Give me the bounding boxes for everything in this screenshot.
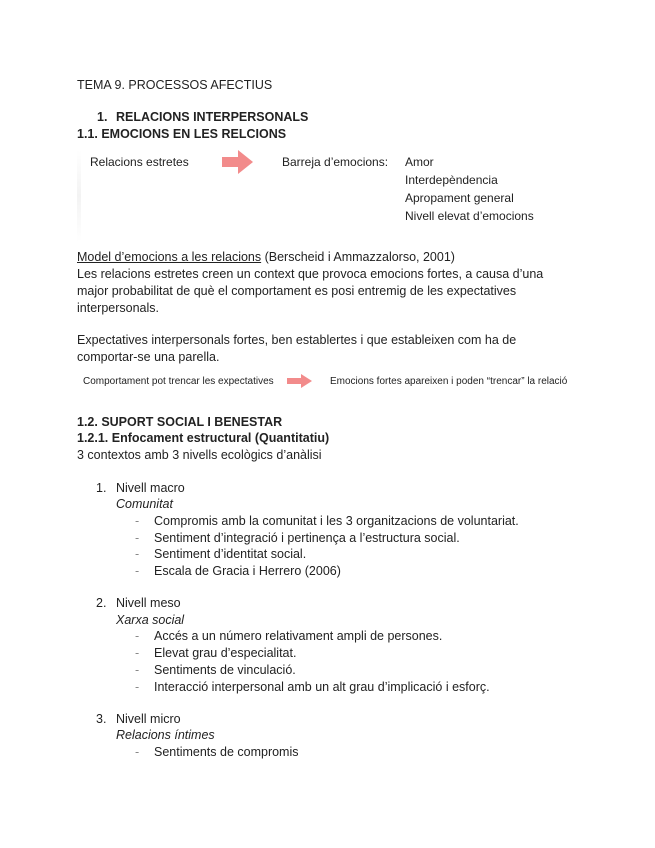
model-citation: (Berscheid i Ammazzalorso, 2001) [261,250,455,264]
list-item: Accés a un número relativament ampli de persones. [154,629,443,643]
level-number: 3. [96,712,107,726]
dash-bullet: - [135,680,140,694]
subsection-heading-1-1: 1.1. EMOCIONS EN LES RELCIONS [77,127,287,141]
dash-bullet: - [135,629,140,643]
page-title: TEMA 9. PROCESSOS AFECTIUS [77,78,273,92]
list-item: Sentiments de compromis [154,745,299,759]
level-subtitle: Relacions íntimes [116,728,215,742]
subsection-heading-1-2-1: 1.2.1. Enfocament estructural (Quantitatiu) [77,431,330,445]
arrow-right-icon [287,374,313,388]
diagram-item: Amor [405,155,434,169]
diagram-item: Apropament general [405,191,514,205]
list-item: Compromis amb la comunitat i les 3 organitzacions de voluntariat. [154,514,519,528]
section-heading: RELACIONS INTERPERSONALS [116,110,309,124]
level-subtitle: Comunitat [116,497,173,511]
list-item: Escala de Gracia i Herrero (2006) [154,564,341,578]
dash-bullet: - [135,663,140,677]
list-item: Sentiment d’identitat social. [154,547,307,561]
level-title: Nivell meso [116,596,181,610]
level-title: Nivell micro [116,712,181,726]
dash-bullet: - [135,547,140,561]
diagram-item: Nivell elevat d’emocions [405,209,534,223]
arrow-right-icon [222,149,254,175]
contexts-text: 3 contextos amb 3 nivells ecològics d’anàlisi [77,448,322,462]
dash-bullet: - [135,745,140,759]
level-number: 2. [96,596,107,610]
diagram-item: Interdepèndencia [405,173,498,187]
diagram2-left-label: Comportament pot trencar les expectatives [83,376,274,387]
dash-bullet: - [135,564,140,578]
model-link[interactable]: Model d’emocions a les relacions [77,250,262,264]
paragraph: Les relacions estretes creen un context que provoca emocions fortes, a causa d’una major probabilitat de què el comportament es posi entremig de les expectatives interpersonals. [77,267,544,315]
diagram2-right-label: Emocions fortes apareixen i poden “trencar” la relació [330,376,568,387]
diagram-middle-label: Barreja d’emocions: [282,155,389,169]
diagram-left-label: Relacions estretes [90,155,189,169]
dash-bullet: - [135,514,140,528]
section-number: 1. [97,110,108,124]
list-item: Interacció interpersonal amb un alt grau d’implicació i esforç. [154,680,490,694]
model-line [77,250,455,264]
level-number: 1. [96,481,107,495]
paragraph: Expectatives interpersonals fortes, ben establertes i que estableixen com ha de comportar-se una parella. [77,333,517,364]
diagram-shadow [77,150,81,242]
dash-bullet: - [135,646,140,660]
list-item: Sentiment d’integració i pertinença a l’estructura social. [154,531,460,545]
level-subtitle: Xarxa social [116,613,185,627]
level-title: Nivell macro [116,481,185,495]
dash-bullet: - [135,531,140,545]
subsection-heading-1-2: 1.2. SUPORT SOCIAL I BENESTAR [77,415,283,429]
list-item: Sentiments de vinculació. [154,663,296,677]
list-item: Elevat grau d’especialitat. [154,646,297,660]
